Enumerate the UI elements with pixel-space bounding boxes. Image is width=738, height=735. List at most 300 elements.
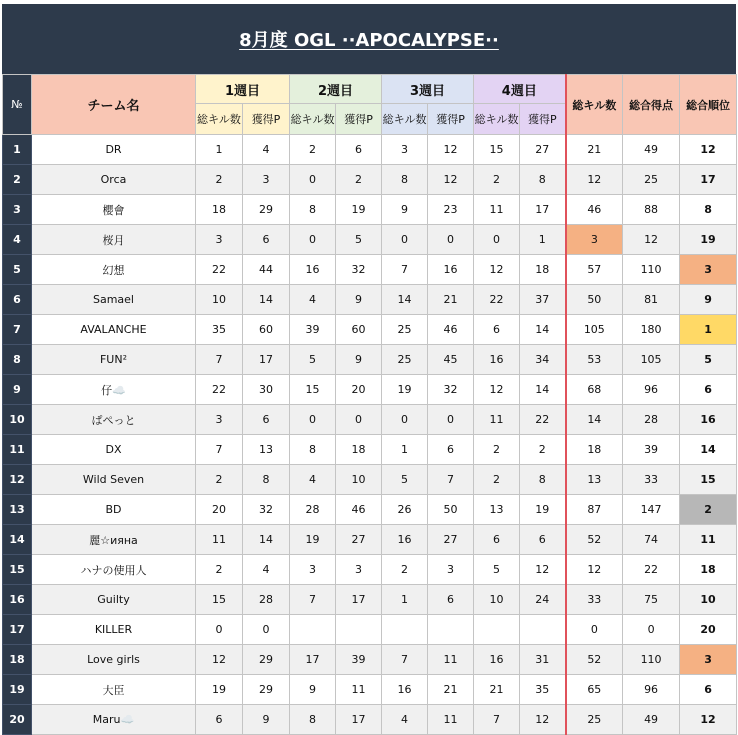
week-3-kills-cell[interactable]: 9 [382, 195, 428, 225]
week-4-points-cell[interactable]: 1 [520, 225, 566, 255]
week-4-kills-cell[interactable]: 13 [474, 495, 520, 525]
week-3-kills-cell[interactable]: 2 [382, 555, 428, 585]
week-4-kills-cell[interactable]: 0 [474, 225, 520, 255]
total-rank-cell[interactable]: 6 [680, 375, 737, 405]
total-rank-cell[interactable]: 20 [680, 615, 737, 645]
team-name-cell[interactable]: 大臣 [32, 675, 196, 705]
week-1-points-cell[interactable]: 13 [243, 435, 290, 465]
total-rank-cell[interactable]: 19 [680, 225, 737, 255]
total-rank-cell[interactable]: 15 [680, 465, 737, 495]
week-1-kills-cell[interactable]: 12 [196, 645, 243, 675]
table-row [3, 555, 737, 585]
total-points-cell[interactable]: 75 [623, 585, 680, 615]
week-4-kills-cell[interactable]: 2 [474, 465, 520, 495]
row-number[interactable]: 10 [3, 405, 32, 435]
header-week-4-kills[interactable]: 総キル数 [474, 104, 520, 135]
week-3-points-cell[interactable]: 0 [428, 225, 474, 255]
total-kills-cell[interactable]: 68 [566, 375, 623, 405]
week-1-kills-cell[interactable]: 19 [196, 675, 243, 705]
week-1-points-cell[interactable]: 29 [243, 195, 290, 225]
sheet-title: 8月度 OGL ··APOCALYPSE·· [239, 30, 499, 51]
week-3-kills-cell[interactable]: 16 [382, 675, 428, 705]
total-kills-cell[interactable]: 12 [566, 165, 623, 195]
row-number[interactable]: 7 [3, 315, 32, 345]
week-1-kills-cell[interactable]: 2 [196, 165, 243, 195]
week-3-points-cell[interactable]: 0 [428, 405, 474, 435]
total-kills-cell[interactable]: 46 [566, 195, 623, 225]
week-3-kills-cell[interactable]: 5 [382, 465, 428, 495]
week-2-kills-cell[interactable]: 16 [290, 255, 336, 285]
total-kills-cell[interactable]: 12 [566, 555, 623, 585]
week-1-points-cell[interactable]: 8 [243, 465, 290, 495]
week-2-points-cell[interactable]: 20 [336, 375, 382, 405]
table-row [3, 405, 737, 435]
week-2-points-cell[interactable]: 46 [336, 495, 382, 525]
table-row [3, 135, 737, 165]
row-number[interactable]: 8 [3, 345, 32, 375]
team-name-cell[interactable]: Wild Seven [32, 465, 196, 495]
week-4-points-cell[interactable]: 8 [520, 465, 566, 495]
header-week-3-points[interactable]: 獲得P [428, 104, 474, 135]
week-3-kills-cell[interactable]: 4 [382, 705, 428, 735]
header-week-3-kills[interactable]: 総キル数 [382, 104, 428, 135]
row-number[interactable]: 17 [3, 615, 32, 645]
week-2-kills-cell[interactable]: 5 [290, 345, 336, 375]
table-row [3, 675, 737, 705]
week-2-points-cell[interactable]: 17 [336, 585, 382, 615]
week-2-kills-cell[interactable]: 28 [290, 495, 336, 525]
week-3-kills-cell[interactable]: 25 [382, 315, 428, 345]
total-kills-cell[interactable]: 13 [566, 465, 623, 495]
total-points-cell[interactable]: 96 [623, 675, 680, 705]
week-3-points-cell[interactable]: 6 [428, 435, 474, 465]
team-name-cell[interactable]: Samael [32, 285, 196, 315]
header-week-2-kills[interactable]: 総キル数 [290, 104, 336, 135]
week-1-kills-cell[interactable]: 7 [196, 435, 243, 465]
total-rank-cell[interactable]: 17 [680, 165, 737, 195]
row-number[interactable]: 14 [3, 525, 32, 555]
team-name-cell[interactable]: 櫻會 [32, 195, 196, 225]
total-kills-cell[interactable]: 105 [566, 315, 623, 345]
total-points-cell[interactable]: 49 [623, 705, 680, 735]
week-1-kills-cell[interactable]: 22 [196, 255, 243, 285]
week-4-points-cell[interactable]: 31 [520, 645, 566, 675]
week-3-points-cell[interactable]: 21 [428, 675, 474, 705]
table-row [3, 705, 737, 735]
total-rank-cell[interactable]: 6 [680, 675, 737, 705]
row-number[interactable]: 5 [3, 255, 32, 285]
total-rank-cell[interactable]: 12 [680, 135, 737, 165]
header-week-1[interactable]: 1週目 [196, 75, 290, 104]
week-3-points-cell[interactable] [428, 615, 474, 645]
total-rank-cell[interactable]: 8 [680, 195, 737, 225]
week-1-points-cell[interactable]: 32 [243, 495, 290, 525]
week-1-kills-cell[interactable]: 7 [196, 345, 243, 375]
week-3-kills-cell[interactable]: 0 [382, 225, 428, 255]
header-row-weeks [3, 75, 737, 104]
week-3-points-cell[interactable]: 23 [428, 195, 474, 225]
week-1-kills-cell[interactable]: 18 [196, 195, 243, 225]
week-4-kills-cell[interactable]: 7 [474, 705, 520, 735]
week-4-points-cell[interactable]: 12 [520, 705, 566, 735]
total-points-cell[interactable]: 33 [623, 465, 680, 495]
week-3-kills-cell[interactable]: 25 [382, 345, 428, 375]
team-name-cell[interactable]: KILLER [32, 615, 196, 645]
total-rank-cell[interactable]: 16 [680, 405, 737, 435]
total-points-cell[interactable]: 12 [623, 225, 680, 255]
total-points-cell[interactable]: 96 [623, 375, 680, 405]
week-3-kills-cell[interactable]: 8 [382, 165, 428, 195]
week-2-points-cell[interactable]: 60 [336, 315, 382, 345]
week-2-kills-cell[interactable]: 8 [290, 195, 336, 225]
week-1-kills-cell[interactable]: 3 [196, 225, 243, 255]
row-number[interactable]: 15 [3, 555, 32, 585]
total-rank-cell[interactable]: 9 [680, 285, 737, 315]
week-4-kills-cell[interactable]: 11 [474, 405, 520, 435]
total-kills-cell[interactable]: 50 [566, 285, 623, 315]
week-1-points-cell[interactable]: 44 [243, 255, 290, 285]
table-row [3, 645, 737, 675]
week-2-points-cell[interactable]: 27 [336, 525, 382, 555]
total-kills-cell[interactable]: 52 [566, 525, 623, 555]
team-name-cell[interactable]: DR [32, 135, 196, 165]
week-1-points-cell[interactable]: 0 [243, 615, 290, 645]
row-number[interactable]: 13 [3, 495, 32, 525]
header-total-points[interactable]: 総合得点 [623, 75, 680, 135]
row-number[interactable]: 11 [3, 435, 32, 465]
team-name-cell[interactable]: Maru☁️ [32, 705, 196, 735]
week-4-kills-cell[interactable] [474, 615, 520, 645]
week-1-kills-cell[interactable]: 6 [196, 705, 243, 735]
row-number[interactable]: 2 [3, 165, 32, 195]
week-1-points-cell[interactable]: 14 [243, 525, 290, 555]
total-points-cell[interactable]: 88 [623, 195, 680, 225]
week-2-kills-cell[interactable]: 9 [290, 675, 336, 705]
week-3-points-cell[interactable]: 11 [428, 645, 474, 675]
week-4-kills-cell[interactable]: 15 [474, 135, 520, 165]
week-3-kills-cell[interactable]: 19 [382, 375, 428, 405]
week-2-kills-cell[interactable]: 39 [290, 315, 336, 345]
week-4-points-cell[interactable]: 2 [520, 435, 566, 465]
week-1-kills-cell[interactable]: 10 [196, 285, 243, 315]
week-2-kills-cell[interactable]: 4 [290, 285, 336, 315]
week-4-kills-cell[interactable]: 10 [474, 585, 520, 615]
week-1-points-cell[interactable]: 30 [243, 375, 290, 405]
total-rank-cell[interactable]: 2 [680, 495, 737, 525]
total-rank-cell[interactable]: 12 [680, 705, 737, 735]
standings-table [2, 74, 737, 735]
team-name-cell[interactable]: Orca [32, 165, 196, 195]
total-rank-cell[interactable]: 18 [680, 555, 737, 585]
week-1-points-cell[interactable]: 3 [243, 165, 290, 195]
week-3-kills-cell[interactable]: 0 [382, 405, 428, 435]
week-3-points-cell[interactable]: 32 [428, 375, 474, 405]
week-1-points-cell[interactable]: 9 [243, 705, 290, 735]
total-kills-cell[interactable]: 3 [566, 225, 623, 255]
week-3-kills-cell[interactable] [382, 615, 428, 645]
week-3-points-cell[interactable]: 6 [428, 585, 474, 615]
week-3-kills-cell[interactable]: 26 [382, 495, 428, 525]
week-3-kills-cell[interactable]: 16 [382, 525, 428, 555]
week-2-kills-cell[interactable]: 19 [290, 525, 336, 555]
week-2-points-cell[interactable]: 6 [336, 135, 382, 165]
week-4-kills-cell[interactable]: 2 [474, 435, 520, 465]
week-2-points-cell[interactable]: 18 [336, 435, 382, 465]
total-points-cell[interactable]: 180 [623, 315, 680, 345]
table-row [3, 165, 737, 195]
week-4-kills-cell[interactable]: 5 [474, 555, 520, 585]
week-4-points-cell[interactable]: 6 [520, 525, 566, 555]
week-3-kills-cell[interactable]: 7 [382, 255, 428, 285]
table-row [3, 465, 737, 495]
week-2-points-cell[interactable] [336, 615, 382, 645]
total-kills-cell[interactable]: 21 [566, 135, 623, 165]
week-4-kills-cell[interactable]: 16 [474, 345, 520, 375]
week-3-points-cell[interactable]: 12 [428, 165, 474, 195]
week-1-points-cell[interactable]: 29 [243, 645, 290, 675]
total-points-cell[interactable]: 110 [623, 645, 680, 675]
table-row [3, 195, 737, 225]
table-row [3, 225, 737, 255]
week-3-kills-cell[interactable]: 14 [382, 285, 428, 315]
week-4-points-cell[interactable]: 14 [520, 315, 566, 345]
week-2-kills-cell[interactable]: 3 [290, 555, 336, 585]
week-2-kills-cell[interactable]: 0 [290, 225, 336, 255]
row-number[interactable]: 9 [3, 375, 32, 405]
week-1-kills-cell[interactable]: 22 [196, 375, 243, 405]
week-3-points-cell[interactable]: 7 [428, 465, 474, 495]
week-4-kills-cell[interactable]: 22 [474, 285, 520, 315]
week-4-points-cell[interactable]: 35 [520, 675, 566, 705]
team-name-cell[interactable]: 麗☆иянa [32, 525, 196, 555]
week-1-kills-cell[interactable]: 3 [196, 405, 243, 435]
total-kills-cell[interactable]: 53 [566, 345, 623, 375]
week-1-kills-cell[interactable]: 2 [196, 465, 243, 495]
week-2-kills-cell[interactable]: 0 [290, 165, 336, 195]
header-no[interactable]: № [3, 75, 32, 135]
week-4-kills-cell[interactable]: 12 [474, 375, 520, 405]
total-kills-cell[interactable]: 0 [566, 615, 623, 645]
header-week-3[interactable]: 3週目 [382, 75, 474, 104]
total-rank-cell[interactable]: 14 [680, 435, 737, 465]
total-kills-cell[interactable]: 33 [566, 585, 623, 615]
header-total-rank[interactable]: 総合順位 [680, 75, 737, 135]
total-rank-cell[interactable]: 5 [680, 345, 737, 375]
table-row [3, 375, 737, 405]
total-points-cell[interactable]: 110 [623, 255, 680, 285]
week-3-points-cell[interactable]: 3 [428, 555, 474, 585]
header-week-4[interactable]: 4週目 [474, 75, 566, 104]
week-2-points-cell[interactable]: 10 [336, 465, 382, 495]
week-4-kills-cell[interactable]: 6 [474, 525, 520, 555]
header-week-1-kills[interactable]: 総キル数 [196, 104, 243, 135]
week-4-points-cell[interactable]: 24 [520, 585, 566, 615]
week-4-points-cell[interactable]: 8 [520, 165, 566, 195]
week-1-points-cell[interactable]: 6 [243, 405, 290, 435]
total-rank-cell[interactable]: 1 [680, 315, 737, 345]
week-3-points-cell[interactable]: 27 [428, 525, 474, 555]
week-1-kills-cell[interactable]: 20 [196, 495, 243, 525]
total-points-cell[interactable]: 28 [623, 405, 680, 435]
week-4-points-cell[interactable]: 34 [520, 345, 566, 375]
week-3-kills-cell[interactable]: 1 [382, 585, 428, 615]
table-row [3, 255, 737, 285]
week-4-points-cell[interactable]: 19 [520, 495, 566, 525]
total-rank-cell[interactable]: 3 [680, 255, 737, 285]
week-3-points-cell[interactable]: 11 [428, 705, 474, 735]
table-row [3, 525, 737, 555]
week-3-points-cell[interactable]: 21 [428, 285, 474, 315]
week-1-points-cell[interactable]: 4 [243, 555, 290, 585]
week-2-kills-cell[interactable]: 17 [290, 645, 336, 675]
header-team-name[interactable]: チーム名 [32, 75, 196, 135]
total-points-cell[interactable]: 22 [623, 555, 680, 585]
team-name-cell[interactable]: Guilty [32, 585, 196, 615]
team-name-cell[interactable]: FUN² [32, 345, 196, 375]
total-points-cell[interactable]: 74 [623, 525, 680, 555]
week-2-kills-cell[interactable]: 8 [290, 705, 336, 735]
week-2-points-cell[interactable]: 39 [336, 645, 382, 675]
team-name-cell[interactable]: 仔☁️ [32, 375, 196, 405]
total-points-cell[interactable]: 25 [623, 165, 680, 195]
team-name-cell[interactable]: AVALANCHE [32, 315, 196, 345]
week-2-kills-cell[interactable] [290, 615, 336, 645]
week-4-points-cell[interactable]: 18 [520, 255, 566, 285]
row-number[interactable]: 1 [3, 135, 32, 165]
table-row [3, 435, 737, 465]
week-4-kills-cell[interactable]: 6 [474, 315, 520, 345]
week-2-points-cell[interactable]: 2 [336, 165, 382, 195]
week-2-kills-cell[interactable]: 0 [290, 405, 336, 435]
row-number[interactable]: 6 [3, 285, 32, 315]
table-row [3, 495, 737, 525]
week-3-kills-cell[interactable]: 1 [382, 435, 428, 465]
header-total-kills[interactable]: 総キル数 [566, 75, 623, 135]
total-rank-cell[interactable]: 11 [680, 525, 737, 555]
week-2-points-cell[interactable]: 0 [336, 405, 382, 435]
week-1-kills-cell[interactable]: 11 [196, 525, 243, 555]
week-2-points-cell[interactable]: 5 [336, 225, 382, 255]
team-name-cell[interactable]: 幻想 [32, 255, 196, 285]
week-1-kills-cell[interactable]: 1 [196, 135, 243, 165]
total-points-cell[interactable]: 147 [623, 495, 680, 525]
table-row [3, 345, 737, 375]
header-week-4-points[interactable]: 獲得P [520, 104, 566, 135]
row-number[interactable]: 19 [3, 675, 32, 705]
header-week-2[interactable]: 2週目 [290, 75, 382, 104]
total-points-cell[interactable]: 81 [623, 285, 680, 315]
week-4-kills-cell[interactable]: 11 [474, 195, 520, 225]
week-1-kills-cell[interactable]: 2 [196, 555, 243, 585]
total-rank-cell[interactable]: 3 [680, 645, 737, 675]
week-1-points-cell[interactable]: 28 [243, 585, 290, 615]
team-name-cell[interactable]: ハナの使用人 [32, 555, 196, 585]
week-2-points-cell[interactable]: 11 [336, 675, 382, 705]
week-3-kills-cell[interactable]: 7 [382, 645, 428, 675]
team-name-cell[interactable]: ぱぺっと [32, 405, 196, 435]
week-1-kills-cell[interactable]: 35 [196, 315, 243, 345]
week-2-kills-cell[interactable]: 7 [290, 585, 336, 615]
row-number[interactable]: 18 [3, 645, 32, 675]
week-3-points-cell[interactable]: 50 [428, 495, 474, 525]
total-rank-cell[interactable]: 10 [680, 585, 737, 615]
week-2-points-cell[interactable]: 17 [336, 705, 382, 735]
total-kills-cell[interactable]: 18 [566, 435, 623, 465]
week-4-points-cell[interactable]: 14 [520, 375, 566, 405]
row-number[interactable]: 4 [3, 225, 32, 255]
week-1-points-cell[interactable]: 60 [243, 315, 290, 345]
table-row [3, 285, 737, 315]
table-row [3, 615, 737, 645]
week-1-points-cell[interactable]: 4 [243, 135, 290, 165]
week-4-points-cell[interactable]: 27 [520, 135, 566, 165]
total-kills-cell[interactable]: 14 [566, 405, 623, 435]
week-2-points-cell[interactable]: 19 [336, 195, 382, 225]
team-name-cell[interactable]: 桜月 [32, 225, 196, 255]
week-2-points-cell[interactable]: 32 [336, 255, 382, 285]
table-row [3, 315, 737, 345]
row-number[interactable]: 3 [3, 195, 32, 225]
total-kills-cell[interactable]: 25 [566, 705, 623, 735]
week-2-kills-cell[interactable]: 15 [290, 375, 336, 405]
week-1-kills-cell[interactable]: 0 [196, 615, 243, 645]
week-1-points-cell[interactable]: 17 [243, 345, 290, 375]
team-name-cell[interactable]: DX [32, 435, 196, 465]
week-4-kills-cell[interactable]: 16 [474, 645, 520, 675]
total-kills-cell[interactable]: 87 [566, 495, 623, 525]
week-3-points-cell[interactable]: 46 [428, 315, 474, 345]
total-points-cell[interactable]: 39 [623, 435, 680, 465]
total-kills-cell[interactable]: 57 [566, 255, 623, 285]
week-3-points-cell[interactable]: 45 [428, 345, 474, 375]
week-3-points-cell[interactable]: 16 [428, 255, 474, 285]
week-2-kills-cell[interactable]: 8 [290, 435, 336, 465]
header-week-1-points[interactable]: 獲得P [243, 104, 290, 135]
total-points-cell[interactable]: 105 [623, 345, 680, 375]
week-3-kills-cell[interactable]: 3 [382, 135, 428, 165]
week-1-points-cell[interactable]: 14 [243, 285, 290, 315]
team-name-cell[interactable]: BD [32, 495, 196, 525]
week-2-points-cell[interactable]: 9 [336, 285, 382, 315]
total-kills-cell[interactable]: 52 [566, 645, 623, 675]
week-4-kills-cell[interactable]: 2 [474, 165, 520, 195]
week-2-kills-cell[interactable]: 2 [290, 135, 336, 165]
week-4-points-cell[interactable]: 12 [520, 555, 566, 585]
total-kills-cell[interactable]: 65 [566, 675, 623, 705]
header-week-2-points[interactable]: 獲得P [336, 104, 382, 135]
week-1-points-cell[interactable]: 6 [243, 225, 290, 255]
week-4-points-cell[interactable] [520, 615, 566, 645]
row-number[interactable]: 16 [3, 585, 32, 615]
row-number[interactable]: 12 [3, 465, 32, 495]
week-2-points-cell[interactable]: 9 [336, 345, 382, 375]
total-points-cell[interactable]: 49 [623, 135, 680, 165]
week-1-points-cell[interactable]: 29 [243, 675, 290, 705]
week-1-kills-cell[interactable]: 15 [196, 585, 243, 615]
table-row [3, 585, 737, 615]
week-4-kills-cell[interactable]: 12 [474, 255, 520, 285]
week-4-points-cell[interactable]: 37 [520, 285, 566, 315]
week-4-points-cell[interactable]: 17 [520, 195, 566, 225]
week-2-kills-cell[interactable]: 4 [290, 465, 336, 495]
week-4-points-cell[interactable]: 22 [520, 405, 566, 435]
week-3-points-cell[interactable]: 12 [428, 135, 474, 165]
total-points-cell[interactable]: 0 [623, 615, 680, 645]
row-number[interactable]: 20 [3, 705, 32, 735]
week-2-points-cell[interactable]: 3 [336, 555, 382, 585]
week-4-kills-cell[interactable]: 21 [474, 675, 520, 705]
team-name-cell[interactable]: Love girls [32, 645, 196, 675]
